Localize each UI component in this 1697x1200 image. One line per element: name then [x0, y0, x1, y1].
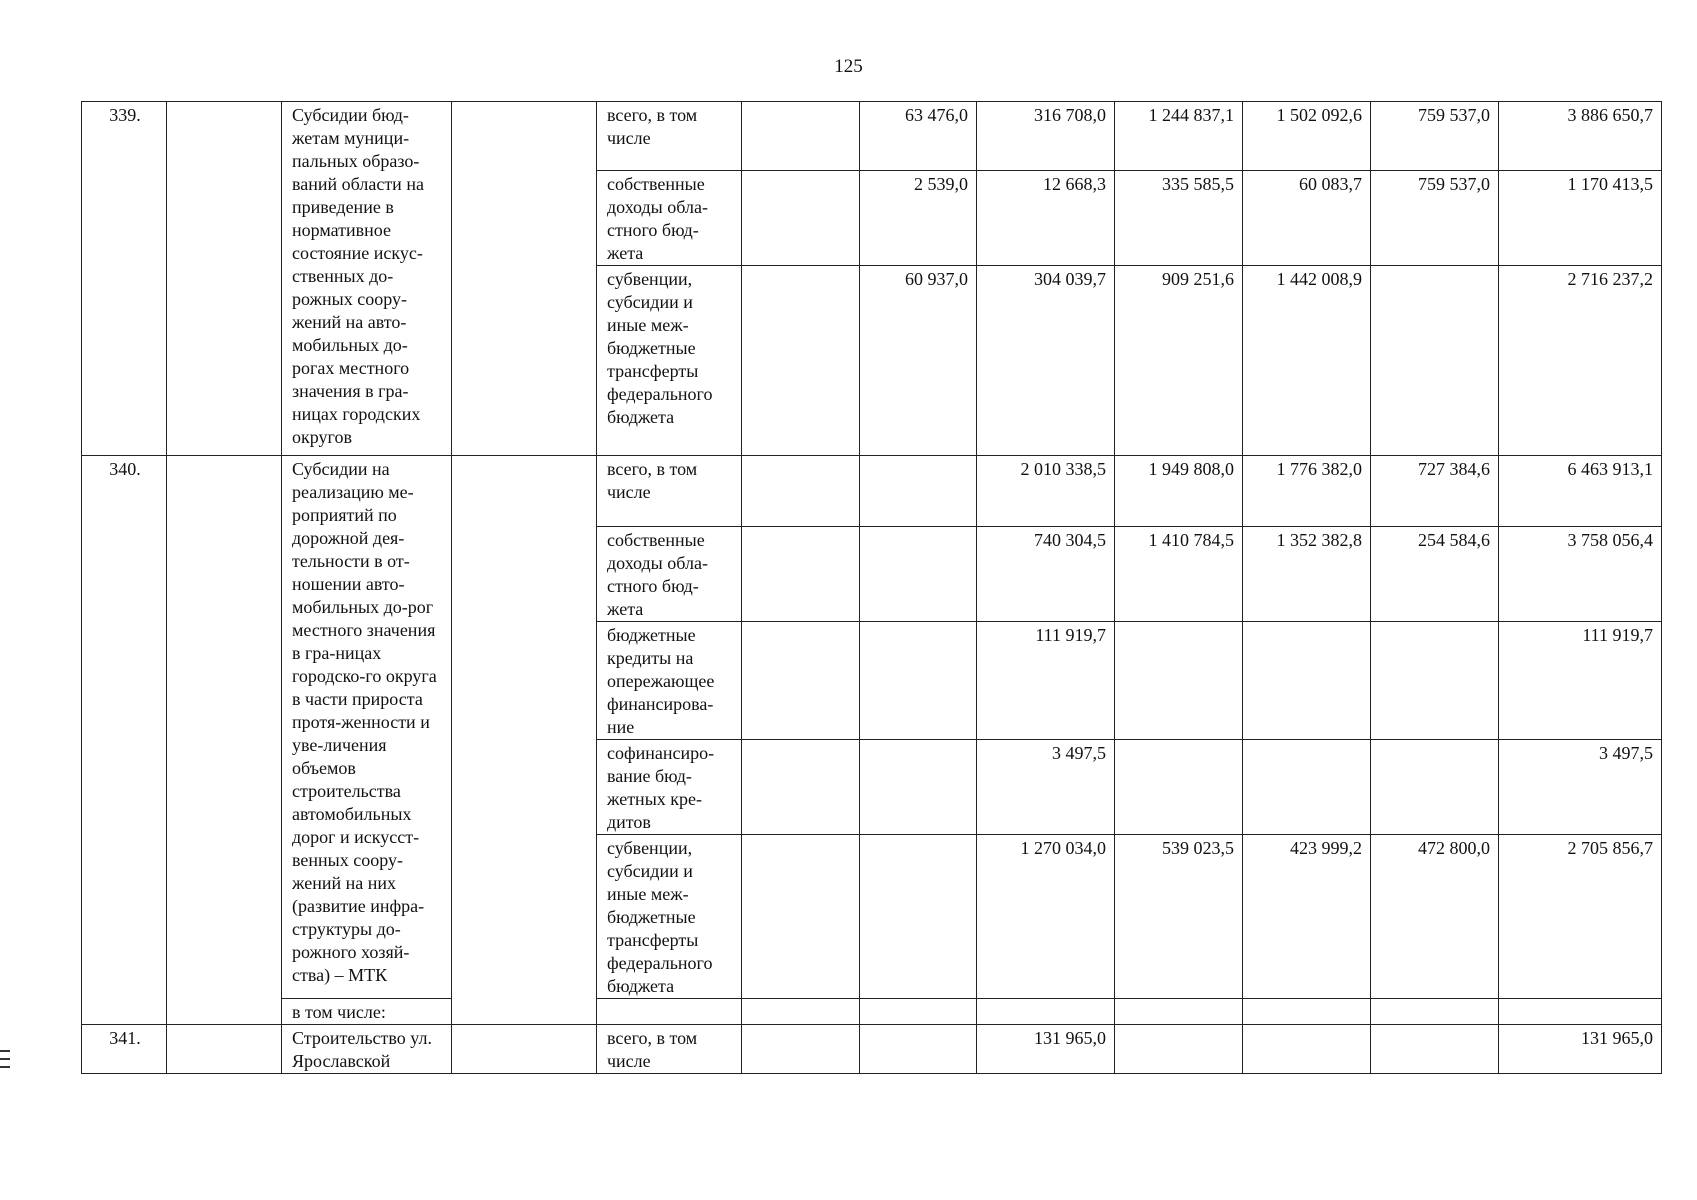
value-cell: 539 023,5	[1115, 835, 1243, 999]
value-cell: 1 502 092,6	[1243, 102, 1371, 171]
table-row	[82, 1025, 1662, 1074]
scan-mark	[0, 1058, 10, 1060]
value-cell: 423 999,2	[1243, 835, 1371, 999]
total-cell: 111 919,7	[1499, 622, 1662, 740]
blank-cell	[977, 999, 1115, 1025]
blank-cell	[452, 456, 597, 1025]
value-cell: 60 083,7	[1243, 171, 1371, 266]
row-description: Строительство ул. Ярославской	[282, 1025, 452, 1074]
value-cell: 2 010 338,5	[977, 456, 1115, 527]
blank-cell	[742, 835, 860, 999]
value-cell: 335 585,5	[1115, 171, 1243, 266]
value-cell: 254 584,6	[1371, 527, 1499, 622]
funding-source: всего, в том числе	[597, 1025, 742, 1074]
value-cell	[860, 527, 977, 622]
blank-cell	[742, 102, 860, 171]
blank-cell	[742, 456, 860, 527]
blank-cell	[860, 999, 977, 1025]
blank-cell	[597, 999, 742, 1025]
value-cell: 1 410 784,5	[1115, 527, 1243, 622]
total-cell: 131 965,0	[1499, 1025, 1662, 1074]
funding-source: собственные доходы обла-стного бюд-жета	[597, 171, 742, 266]
value-cell: 740 304,5	[977, 527, 1115, 622]
page-number: 125	[834, 56, 863, 77]
total-cell: 3 758 056,4	[1499, 527, 1662, 622]
value-cell	[1115, 1025, 1243, 1074]
row-description: Субсидии на реализацию ме-роприятий по дорожной дея-тельности в от-ношении авто-мобильных до-рог местного значения в гра-ницах городско-го округа в части прироста протя-женности и уве-личения объемов строительства автомобильных дорог и искусст-венных соору-жений на них (развитие инфра-структуры до-рожного хозяй-ства) – МТК	[282, 456, 452, 999]
value-cell: 304 039,7	[977, 266, 1115, 456]
scan-edge-marks	[0, 1050, 10, 1074]
value-cell	[1115, 622, 1243, 740]
value-cell: 472 800,0	[1371, 835, 1499, 999]
blank-cell	[742, 171, 860, 266]
value-cell: 759 537,0	[1371, 102, 1499, 171]
funding-source: всего, в том числе	[597, 102, 742, 171]
blank-cell	[742, 622, 860, 740]
blank-cell	[452, 1025, 597, 1074]
value-cell	[1115, 740, 1243, 835]
funding-source: субвенции, субсидии и иные меж-бюджетные трансферты федерального бюджета	[597, 266, 742, 456]
blank-cell	[742, 527, 860, 622]
blank-cell	[742, 999, 860, 1025]
total-cell: 3 497,5	[1499, 740, 1662, 835]
scan-mark	[0, 1050, 10, 1052]
value-cell	[1371, 740, 1499, 835]
value-cell: 131 965,0	[977, 1025, 1115, 1074]
budget-table	[81, 101, 1662, 1074]
row-number: 339.	[82, 102, 167, 456]
table-row	[82, 102, 1662, 171]
value-cell: 1 270 034,0	[977, 835, 1115, 999]
row-number: 340.	[82, 456, 167, 1025]
value-cell: 63 476,0	[860, 102, 977, 171]
value-cell	[860, 456, 977, 527]
table-row	[82, 999, 1662, 1025]
total-cell: 6 463 913,1	[1499, 456, 1662, 527]
value-cell: 1 949 808,0	[1115, 456, 1243, 527]
blank-cell	[167, 1025, 282, 1074]
value-cell: 1 776 382,0	[1243, 456, 1371, 527]
funding-source: всего, в том числе	[597, 456, 742, 527]
value-cell: 1 352 382,8	[1243, 527, 1371, 622]
value-cell	[1371, 266, 1499, 456]
funding-source: софинансиро-вание бюд-жетных кре-дитов	[597, 740, 742, 835]
value-cell: 60 937,0	[860, 266, 977, 456]
blank-cell	[1115, 999, 1243, 1025]
value-cell: 12 668,3	[977, 171, 1115, 266]
value-cell	[1371, 1025, 1499, 1074]
funding-source: бюджетные кредиты на опережающее финансирова-ние	[597, 622, 742, 740]
value-cell: 3 497,5	[977, 740, 1115, 835]
blank-cell	[167, 456, 282, 1025]
total-cell: 2 716 237,2	[1499, 266, 1662, 456]
value-cell	[860, 835, 977, 999]
value-cell	[860, 622, 977, 740]
blank-cell	[1499, 999, 1662, 1025]
value-cell	[1243, 1025, 1371, 1074]
funding-source: субвенции, субсидии и иные меж-бюджетные трансферты федерального бюджета	[597, 835, 742, 999]
blank-cell	[742, 740, 860, 835]
value-cell	[860, 740, 977, 835]
value-cell	[1243, 740, 1371, 835]
blank-cell	[1371, 999, 1499, 1025]
blank-cell	[742, 1025, 860, 1074]
total-cell: 2 705 856,7	[1499, 835, 1662, 999]
blank-cell	[742, 266, 860, 456]
row-number: 341.	[82, 1025, 167, 1074]
funding-source: собственные доходы обла-стного бюд-жета	[597, 527, 742, 622]
table-row	[82, 456, 1662, 527]
value-cell	[1371, 622, 1499, 740]
value-cell: 111 919,7	[977, 622, 1115, 740]
value-cell	[1243, 622, 1371, 740]
total-cell: 3 886 650,7	[1499, 102, 1662, 171]
value-cell: 909 251,6	[1115, 266, 1243, 456]
blank-cell	[452, 102, 597, 456]
value-cell: 2 539,0	[860, 171, 977, 266]
total-cell: 1 170 413,5	[1499, 171, 1662, 266]
value-cell	[860, 1025, 977, 1074]
value-cell: 759 537,0	[1371, 171, 1499, 266]
value-cell: 727 384,6	[1371, 456, 1499, 527]
value-cell: 316 708,0	[977, 102, 1115, 171]
blank-cell	[167, 102, 282, 456]
blank-cell	[1243, 999, 1371, 1025]
scan-mark	[0, 1066, 10, 1068]
row-note: в том числе:	[282, 999, 452, 1025]
value-cell: 1 244 837,1	[1115, 102, 1243, 171]
row-description: Субсидии бюд-жетам муници-пальных образо-ваний области на приведение в нормативное состояние искус-ственных до-рожных соору-жений на авто-мобильных до-рогах местного значения в гра-ницах городских округов	[282, 102, 452, 456]
value-cell: 1 442 008,9	[1243, 266, 1371, 456]
